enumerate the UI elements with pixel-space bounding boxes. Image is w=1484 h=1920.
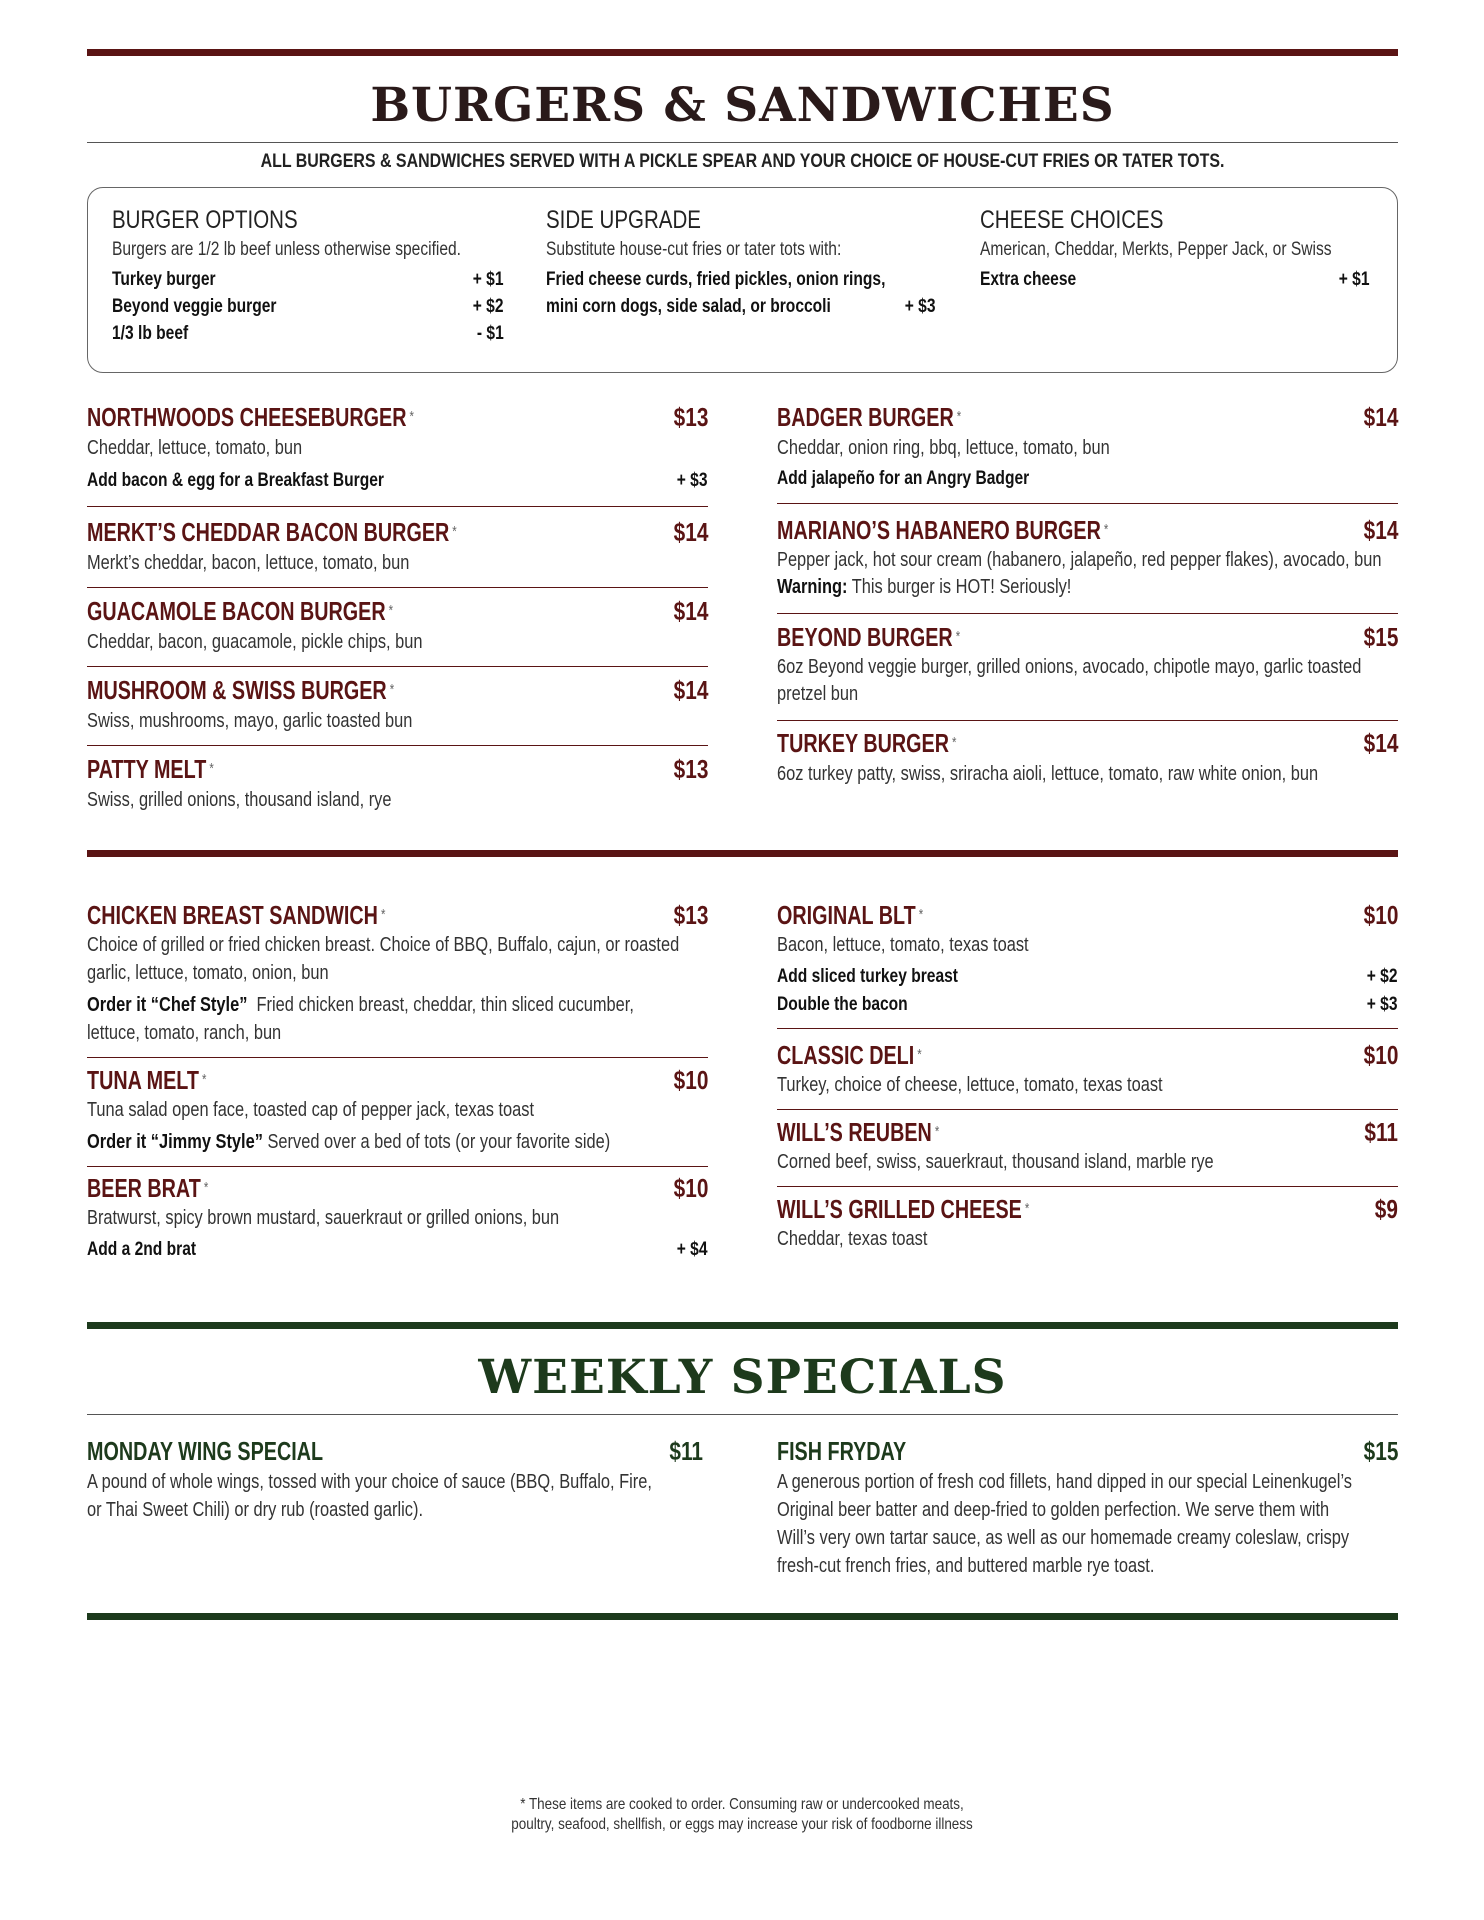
item-price: $14 xyxy=(1363,515,1398,545)
cooked-to-order-icon: * xyxy=(380,906,386,923)
footnote-line: poultry, seafood, shellfish, or eggs may increase your risk of foodborne illness xyxy=(511,1816,973,1833)
top-divider xyxy=(87,49,1398,56)
cheese-choices-desc: American, Cheddar, Merkts, Pepper Jack, or Swiss xyxy=(980,239,1332,260)
cooked-to-order-icon: * xyxy=(955,628,961,645)
item-desc: Cheddar, bacon, guacamole, pickle chips, bun xyxy=(87,631,423,653)
item-desc-cont: Will’s very own tartar sauce, as well as our homemade creamy coleslaw, crispy xyxy=(777,1527,1350,1549)
item-addon-price: + $3 xyxy=(677,470,708,491)
cooked-to-order-icon: * xyxy=(952,734,957,751)
cooked-to-order-icon: * xyxy=(1024,1200,1030,1217)
item-price: $13 xyxy=(673,754,708,784)
item-name: CHICKEN BREAST SANDWICH * xyxy=(87,900,386,930)
cooked-to-order-icon: * xyxy=(918,906,924,923)
item-style-cont: lettuce, tomato, ranch, bun xyxy=(87,1022,282,1044)
item-desc-cont: Original beer batter and deep-fried to golden perfection. We serve them with xyxy=(777,1499,1330,1521)
section-title-specials: WEEKLY SPECIALS xyxy=(478,1350,1007,1405)
title-underline xyxy=(87,142,1398,143)
item-addon: Add bacon & egg for a Breakfast Burger xyxy=(87,470,384,491)
footnote-line: * These items are cooked to order. Consuming raw or undercooked meats, xyxy=(520,1796,964,1813)
option-row xyxy=(112,269,504,296)
item-price: $15 xyxy=(1363,1436,1398,1466)
style-text: Fried chicken breast, cheddar, thin sliced cucumber, xyxy=(256,994,634,1016)
item-divider xyxy=(87,587,708,588)
item-addon: Double the bacon xyxy=(777,994,908,1015)
item-name: TURKEY BURGER * xyxy=(777,728,957,758)
cooked-to-order-icon: * xyxy=(1103,521,1109,538)
item-desc: A generous portion of fresh cod fillets, hand dipped in our special Leinenkugel’s xyxy=(777,1471,1352,1493)
item-divider xyxy=(777,1028,1398,1029)
item-price: $14 xyxy=(1363,402,1398,432)
item-divider xyxy=(87,1057,708,1058)
item-addon: Add jalapeño for an Angry Badger xyxy=(777,468,1030,489)
item-name: FISH FRYDAY xyxy=(777,1436,907,1466)
item-name: BEYOND BURGER * xyxy=(777,622,961,652)
item-style-option xyxy=(87,994,634,1017)
item-desc: Swiss, mushrooms, mayo, garlic toasted bun xyxy=(87,710,413,732)
side-upgrade xyxy=(546,206,936,323)
item-addon: Add a 2nd brat xyxy=(87,1239,197,1260)
cooked-to-order-icon: * xyxy=(409,408,414,425)
item-price: $11 xyxy=(1364,1117,1398,1147)
item-desc: 6oz Beyond veggie burger, grilled onions, avocado, chipotle mayo, garlic toasted xyxy=(777,656,1362,678)
option-price: - $1 xyxy=(477,323,504,344)
item-price: $10 xyxy=(673,1173,708,1203)
specials-bottom-divider xyxy=(87,1613,1398,1620)
side-upgrade-items: Fried cheese curds, fried pickles, onion rings, xyxy=(546,269,886,290)
item-desc: Turkey, choice of cheese, lettuce, tomato, texas toast xyxy=(777,1074,1163,1096)
cooked-to-order-icon: * xyxy=(203,1179,209,1196)
item-name: MUSHROOM & SWISS BURGER * xyxy=(87,675,395,705)
item-desc-cont: garlic, lettuce, tomato, onion, bun xyxy=(87,962,329,984)
item-divider xyxy=(87,1166,708,1167)
cooked-to-order-icon: * xyxy=(209,760,214,777)
item-price: $10 xyxy=(1363,1040,1398,1070)
item-desc: Cheddar, onion ring, bbq, lettuce, tomato, bun xyxy=(777,437,1110,459)
option-row xyxy=(112,323,504,350)
option-row xyxy=(980,269,1370,296)
item-name: NORTHWOODS CHEESEBURGER * xyxy=(87,402,414,432)
item-price: $11 xyxy=(669,1436,703,1466)
cheese-choices-heading: CHEESE CHOICES xyxy=(980,206,1164,234)
option-label: Turkey burger xyxy=(112,269,216,290)
side-upgrade-heading: SIDE UPGRADE xyxy=(546,206,701,234)
warning-label: Warning: xyxy=(777,576,848,598)
item-desc: Tuna salad open face, toasted cap of pepper jack, texas toast xyxy=(87,1099,535,1121)
section-title-burgers: BURGERS & SANDWICHES xyxy=(370,78,1115,133)
item-style-option xyxy=(87,1131,610,1154)
item-name: ORIGINAL BLT * xyxy=(777,900,924,930)
item-name: MARIANO’S HABANERO BURGER * xyxy=(777,515,1109,545)
style-label: Order it “Jimmy Style” xyxy=(87,1131,263,1153)
cooked-to-order-icon: * xyxy=(389,681,395,698)
item-addon-price: + $4 xyxy=(677,1239,708,1260)
style-label: Order it “Chef Style” xyxy=(87,994,248,1016)
side-upgrade-line xyxy=(546,269,936,296)
cooked-to-order-icon: * xyxy=(956,408,962,425)
side-upgrade-price: + $3 xyxy=(905,296,936,317)
item-desc-cont: or Thai Sweet Chili) or dry rub (roasted garlic). xyxy=(87,1499,424,1521)
item-name: WILL’S REUBEN * xyxy=(777,1117,940,1147)
item-name: PATTY MELT * xyxy=(87,754,214,784)
item-price: $14 xyxy=(1363,728,1398,758)
item-desc: Cheddar, lettuce, tomato, bun xyxy=(87,437,303,459)
option-row xyxy=(112,296,504,323)
item-name: WILL’S GRILLED CHEESE * xyxy=(777,1194,1030,1224)
item-price: $14 xyxy=(673,596,708,626)
item-divider xyxy=(87,666,708,667)
burger-options-heading: BURGER OPTIONS xyxy=(112,206,298,234)
item-addon-price: + $2 xyxy=(1367,966,1398,987)
cooked-to-order-icon: * xyxy=(917,1046,922,1063)
cooked-to-order-icon: * xyxy=(201,1071,207,1088)
burger-options-desc: Burgers are 1/2 lb beef unless otherwise specified. xyxy=(112,239,462,260)
section-divider xyxy=(87,850,1398,857)
cheese-choices xyxy=(980,206,1370,296)
warning-text: This burger is HOT! Seriously! xyxy=(851,576,1072,598)
item-price: $10 xyxy=(673,1065,708,1095)
item-price: $9 xyxy=(1374,1194,1398,1224)
side-upgrade-line xyxy=(546,296,936,323)
specials-title-underline xyxy=(87,1414,1398,1415)
allergy-footnote xyxy=(119,1795,1366,1835)
cooked-to-order-icon: * xyxy=(388,602,394,619)
item-divider xyxy=(777,1186,1398,1187)
side-upgrade-desc: Substitute house-cut fries or tater tots with: xyxy=(546,239,842,260)
option-label: Extra cheese xyxy=(980,269,1077,290)
item-desc: Choice of grilled or fried chicken breast. Choice of BBQ, Buffalo, cajun, or roasted xyxy=(87,934,680,956)
option-price: + $2 xyxy=(473,296,504,317)
item-divider xyxy=(777,503,1398,504)
burger-options xyxy=(112,206,504,350)
item-name: BEER BRAT * xyxy=(87,1173,209,1203)
specials-top-divider xyxy=(87,1322,1398,1329)
item-name: MONDAY WING SPECIAL xyxy=(87,1436,324,1466)
item-desc: Cheddar, texas toast xyxy=(777,1228,928,1250)
item-desc-cont: pretzel bun xyxy=(777,683,859,705)
item-price: $15 xyxy=(1363,622,1398,652)
cooked-to-order-icon: * xyxy=(452,523,457,540)
item-desc: Bacon, lettuce, tomato, texas toast xyxy=(777,934,1029,956)
item-desc: Swiss, grilled onions, thousand island, rye xyxy=(87,789,392,811)
item-price: $10 xyxy=(1363,900,1398,930)
item-warning xyxy=(777,576,1071,599)
option-label: 1/3 lb beef xyxy=(112,323,189,344)
option-price: + $1 xyxy=(473,269,504,290)
item-addon-price: + $3 xyxy=(1367,994,1398,1015)
item-addon: Add sliced turkey breast xyxy=(777,966,958,987)
item-divider xyxy=(777,1109,1398,1110)
item-price: $14 xyxy=(673,517,708,547)
item-name: GUACAMOLE BACON BURGER * xyxy=(87,596,394,626)
item-desc-cont: fresh-cut french fries, and buttered marble rye toast. xyxy=(777,1555,1155,1577)
item-name: TUNA MELT * xyxy=(87,1065,207,1095)
item-desc: Corned beef, swiss, sauerkraut, thousand island, marble rye xyxy=(777,1151,1214,1173)
item-divider xyxy=(777,720,1398,721)
item-desc: 6oz turkey patty, swiss, sriracha aioli, lettuce, tomato, raw white onion, bun xyxy=(777,763,1319,785)
option-price: + $1 xyxy=(1339,269,1370,290)
item-divider xyxy=(87,745,708,746)
item-price: $13 xyxy=(673,900,708,930)
item-desc: Bratwurst, spicy brown mustard, sauerkraut or grilled onions, bun xyxy=(87,1207,560,1229)
item-name: MERKT’S CHEDDAR BACON BURGER * xyxy=(87,517,457,547)
item-price: $13 xyxy=(673,402,708,432)
item-divider xyxy=(87,506,708,507)
item-name: CLASSIC DELI * xyxy=(777,1040,922,1070)
section-tagline: ALL BURGERS & SANDWICHES SERVED WITH A PICKLE SPEAR AND YOUR CHOICE OF HOUSE-CUT FRIES OR TATER TOTS. xyxy=(260,151,1225,172)
side-upgrade-items: mini corn dogs, side salad, or broccoli xyxy=(546,296,831,317)
option-label: Beyond veggie burger xyxy=(112,296,277,317)
cooked-to-order-icon: * xyxy=(934,1123,940,1140)
style-text: Served over a bed of tots (or your favorite side) xyxy=(267,1131,611,1153)
item-divider xyxy=(777,613,1398,614)
item-desc: Merkt’s cheddar, bacon, lettuce, tomato, bun xyxy=(87,552,410,574)
item-name: BADGER BURGER * xyxy=(777,402,962,432)
item-price: $14 xyxy=(673,675,708,705)
item-desc: Pepper jack, hot sour cream (habanero, jalapeño, red pepper flakes), avocado, bun xyxy=(777,549,1382,571)
item-desc: A pound of whole wings, tossed with your choice of sauce (BBQ, Buffalo, Fire, xyxy=(87,1471,652,1493)
